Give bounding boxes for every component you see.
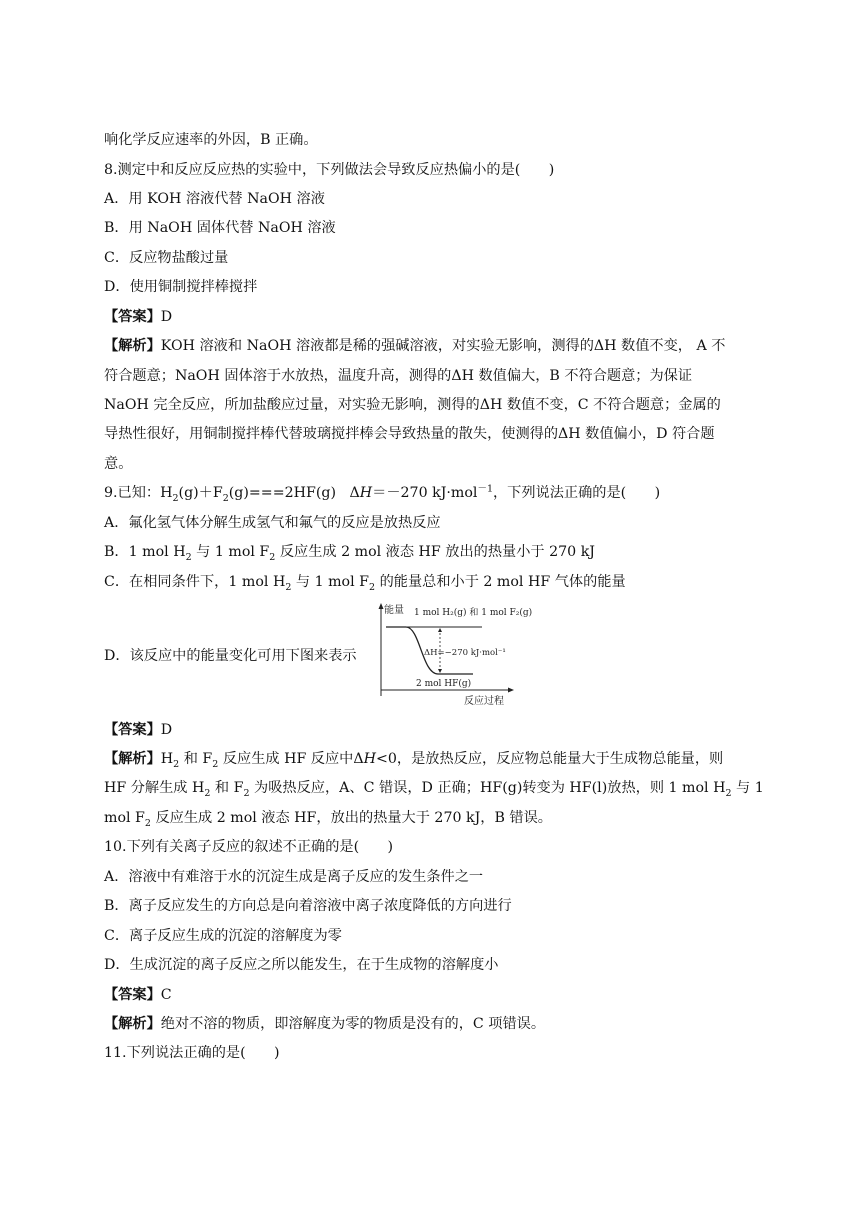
option-b: B．用 NaOH 固体代替 NaOH 溶液 — [104, 220, 336, 236]
answer-line — [104, 307, 760, 327]
explanation-line: 符合题意；NaOH 固体溶于水放热，温度升高，测得的ΔH 数值偏大，B 不符合题意；为保证 — [104, 368, 693, 384]
explanation-text: KOH 溶液和 NaOH 溶液都是稀的强碱溶液，对实验无影响，测得的ΔH 数值不变， A 不 — [160, 338, 726, 354]
delta-h-label: ΔH=−270 kJ·mol⁻¹ — [424, 648, 506, 658]
arrow-head-down — [438, 669, 442, 673]
option-d: D．该反应中的能量变化可用下图来表示 — [104, 648, 357, 664]
reactant-label: 1 mol H₂(g) 和 1 mol F₂(g) — [414, 608, 533, 618]
question-10: 10.下列有关离子反应的叙述不正确的是( ) — [104, 839, 394, 855]
answer-tag: 【答案】 — [104, 309, 161, 325]
answer-tag: 【答案】 — [104, 987, 161, 1003]
option-b: B．1 mol $H_2$ 与 1 mol $F_2$ 反应生成 2 mol 液态 HF 放出的热量小于 270 kJ — [104, 544, 595, 563]
energy-diagram — [378, 602, 533, 708]
answer-tag: 【答案】 — [104, 722, 161, 738]
text-line: 响化学反应速率的外因，B 正确。 — [104, 132, 318, 148]
option-c: C．反应物盐酸过量 — [104, 250, 229, 266]
answer-line — [104, 720, 760, 740]
explanation-line — [104, 336, 760, 356]
explanation-line: 【解析】绝对不溶的物质，即溶解度为零的物质是没有的，C 项错误。 — [104, 1016, 546, 1032]
answer-value: C — [160, 987, 172, 1003]
answer-value: D — [160, 309, 173, 325]
question-9: 9.已知：$H_2(g)+F_2(g)===2HF(g)$ ΔH＝－270 kJ·mol$^{-1}$，下列说法正确的是( ) — [104, 483, 661, 504]
explanation-line: mol $F_2$ 反应生成 2 mol 液态 HF，放出的热量大于 270 kJ，B 错误。 — [104, 810, 552, 829]
x-axis-arrow — [508, 688, 514, 693]
explanation-tag: 【解析】 — [104, 1016, 161, 1032]
arrow-head-up — [438, 628, 442, 632]
product-label: 2 mol HF(g) — [416, 679, 472, 689]
answer-line — [104, 985, 760, 1005]
explanation-tag: 【解析】 — [104, 338, 161, 354]
explanation-line: 意。 — [104, 456, 133, 472]
option-a: A．用 KOH 溶液代替 NaOH 溶液 — [104, 191, 325, 207]
option-c: C．离子反应生成的沉淀的溶解度为零 — [104, 928, 342, 944]
answer-value: D — [160, 722, 173, 738]
y-axis-arrow — [379, 603, 384, 609]
option-c: C．在相同条件下，1 mol $H_2$ 与 1 mol $F_2$ 的能量总和小于 2 mol HF 气体的能量 — [104, 574, 626, 593]
question-11: 11.下列说法正确的是( ) — [104, 1045, 280, 1061]
explanation-line: 导热性很好，用铜制搅拌棒代替玻璃搅拌棒会导致热量的散失，使测得的ΔH 数值偏小，D 符合题 — [104, 426, 715, 442]
option-d: D．生成沉淀的离子反应之所以能发生，在于生成物的溶解度小 — [104, 957, 499, 973]
explanation-tag: 【解析】 — [104, 751, 161, 767]
option-a: A．氟化氢气体分解生成氢气和氟气的反应是放热反应 — [104, 515, 441, 531]
explanation-line: 【解析】$H_2$ 和 $F_2$ 反应生成 HF 反应中ΔH<0，是放热反应，反应物总能量大于生成物总能量，则 — [104, 751, 724, 770]
question-8: 8.测定中和反应反应热的实验中，下列做法会导致反应热偏小的是( ) — [104, 162, 555, 178]
option-b: B．离子反应发生的方向总是向着溶液中离子浓度降低的方向进行 — [104, 898, 512, 914]
y-axis-label: 能量 — [384, 605, 404, 616]
x-axis-label: 反应过程 — [464, 696, 504, 707]
explanation-line: HF 分解生成 $H_2$ 和 $F_2$ 为吸热反应，A、C 错误，D 正确；HF(g)转变为 HF(l)放热，则 1 mol $H_2$ 与 1 — [104, 780, 764, 799]
explanation-line: NaOH 完全反应，所加盐酸应过量，对实验无影响，测得的ΔH 数值不变，C 不符合题意；金属的 — [104, 397, 721, 413]
option-a: A．溶液中有难溶于水的沉淀生成是离子反应的发生条件之一 — [104, 869, 484, 885]
option-d: D．使用铜制搅拌棒搅拌 — [104, 279, 258, 295]
